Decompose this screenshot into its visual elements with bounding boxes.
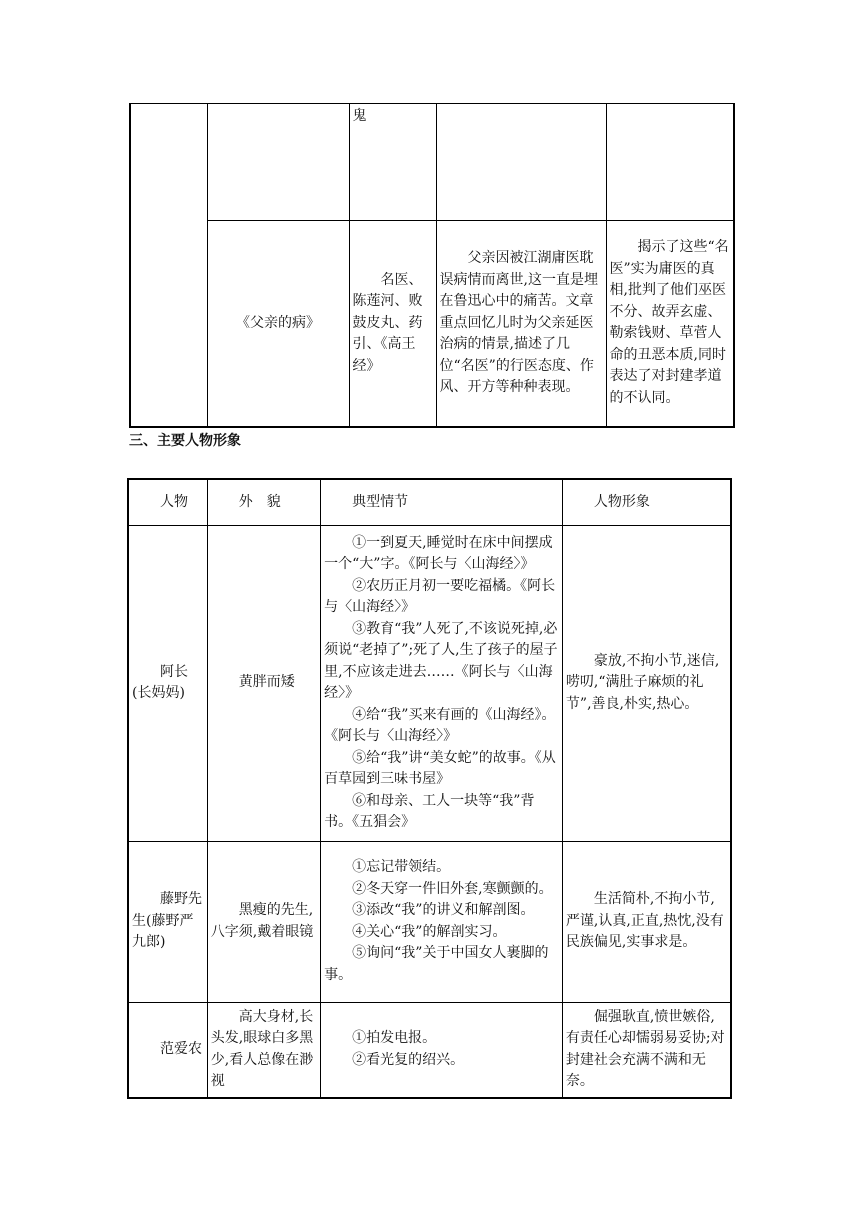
plot-item: ③教育“我”人死了,不该说死掉,必须说“老掉了”;死了人,生了孩子的屋子里,不应该走进去……《阿长与〈山海经〉》 — [324, 620, 558, 701]
people-cell-prev: 鬼 — [349, 104, 436, 221]
work-content: 父亲因被江湖庸医耽误病情而离世,这一直是埋在鲁迅心中的痛苦。文章重点回忆儿时为父亲延医治病的情景,描述了几位“名医”的行医态度、作风、开方等种种表现。 — [436, 221, 606, 427]
plot-item: ①拍发电报。 — [352, 1030, 437, 1047]
person-image: 豪放,不拘小节,迷信,唠叨,“满肚子麻烦的礼节”,善良,朴实,热心。 — [562, 525, 731, 841]
table-row — [128, 525, 731, 841]
person-image: 生活简朴,不拘小节,严谨,认真,正直,热忱,没有民族偏见,实事求是。 — [562, 841, 731, 1002]
plot-item: ②看光复的绍兴。 — [352, 1051, 465, 1068]
characters-table — [127, 478, 732, 1099]
plot-item: ①一到夏天,睡觉时在床中间摆成一个“大”字。《阿长与〈山海经〉》 — [324, 534, 553, 572]
works-table-continued — [129, 103, 735, 428]
plot-item: ⑤给“我”讲“美女蛇”的故事。《从百草园到三味书屋》 — [324, 749, 556, 787]
work-cell-prev — [207, 104, 349, 221]
plot-item: ④给“我”买来有画的《山海经》。《阿长与〈山海经〉》 — [324, 706, 556, 744]
section-heading: 三、主要人物形象 — [129, 433, 241, 449]
person-name: 藤野先生(藤野严九郎) — [128, 841, 207, 1002]
plot-item: ①忘记带领结。 — [352, 859, 451, 875]
person-image: 倔强耿直,愤世嫉俗,有责任心却懦弱易妥协;对封建社会充满不满和无奈。 — [562, 1002, 731, 1098]
category-cell — [130, 104, 207, 427]
theme-cell-prev — [606, 104, 734, 221]
plot-item: ④关心“我”的解剖实习。 — [352, 923, 507, 940]
table-row — [128, 841, 731, 1002]
person-appearance: 黑瘦的先生,八字须,戴着眼镜 — [207, 841, 320, 1002]
header-image: 人物形象 — [562, 479, 731, 525]
header-person: 人物 — [128, 479, 207, 525]
person-name: 阿长(长妈妈) — [128, 525, 207, 841]
person-appearance: 高大身材,长头发,眼球白多黑少,看人总像在渺视 — [207, 1002, 320, 1098]
work-theme: 揭示了这些“名医”实为庸医的真相,批判了他们巫医不分、故弄玄虚、勒索钱财、草菅人命的丑恶本质,同时表达了对封建孝道的不认同。 — [606, 221, 734, 427]
header-appearance: 外 貌 — [207, 479, 320, 525]
plot-item: ②冬天穿一件旧外套,寒颤颤的。 — [352, 880, 553, 897]
plot-item: ⑤询问“我”关于中国女人裹脚的事。 — [324, 945, 549, 983]
person-appearance: 黄胖而矮 — [207, 525, 320, 841]
person-plots — [321, 1002, 563, 1098]
plot-item: ⑥和母亲、工人一块等“我”背书。《五猖会》 — [324, 792, 535, 830]
plot-item: ③添改“我”的讲义和解剖图。 — [352, 902, 535, 918]
work-people: 名医、陈莲河、败鼓皮丸、药引、《高王经》 — [349, 221, 436, 427]
person-name: 范爱农 — [128, 1002, 207, 1098]
content-cell-prev — [436, 104, 606, 221]
header-plot: 典型情节 — [321, 479, 563, 525]
person-plots — [321, 841, 563, 1002]
work-title: 《父亲的病》 — [207, 221, 349, 427]
plot-item: ②农历正月初一要吃福橘。《阿长与〈山海经〉》 — [324, 577, 556, 615]
table-row — [128, 1002, 731, 1098]
person-plots — [321, 525, 563, 841]
